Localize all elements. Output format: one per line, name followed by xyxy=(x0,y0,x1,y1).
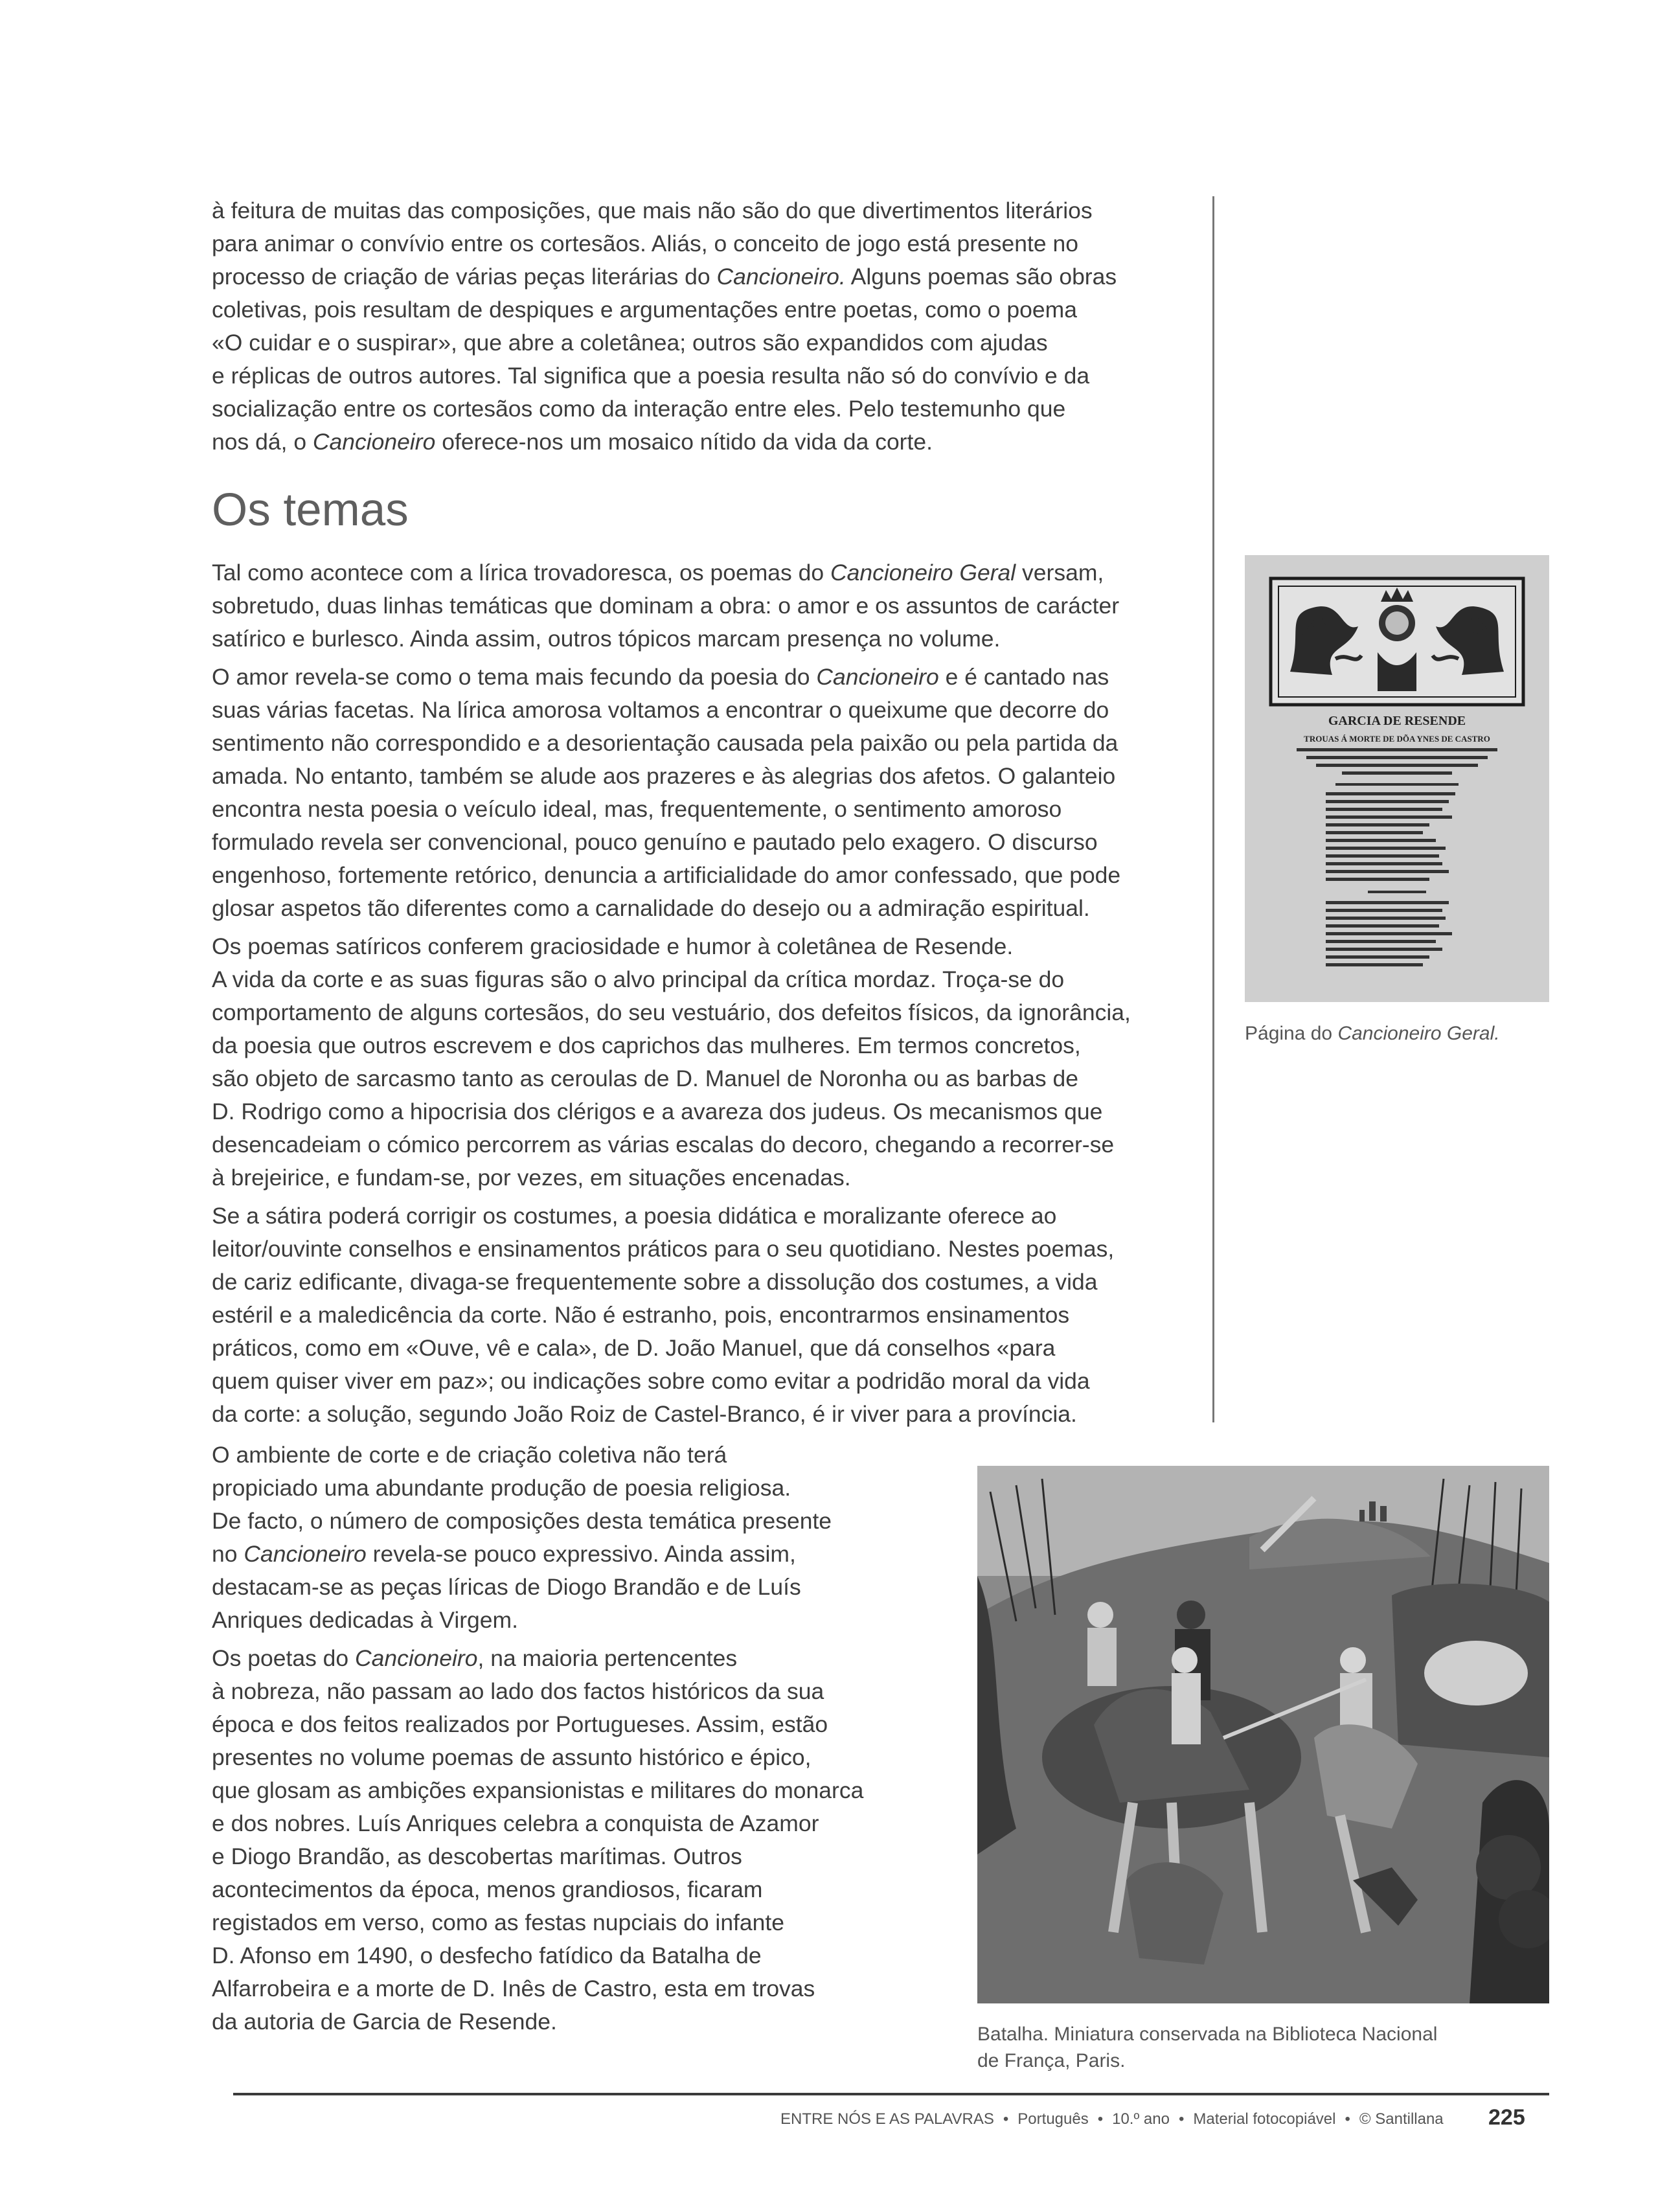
bottom-column xyxy=(212,1439,924,2044)
footer-rule xyxy=(233,2093,1549,2095)
satire-theme-paragraph: Os poemas satíricos conferem graciosidade e humor à coletânea de Resende. A vida da corte e as suas figuras são o alvo principal da crítica mordaz. Troça-se do comportamento de alguns cortesãos, do seu vestuário, dos defeitos físicos, da ignorância, da poesia que outros escrevem e dos caprichos das mulheres. Em termos concretos, são objeto de sarcasmo tanto as ceroulas de D. Manuel de Noronha ou as barbas de D. Rodrigo como a hipocrisia dos clérigos e a avareza dos judeus. Os mecanismos que desencadeiam o cómico percorrem as várias escalas do decoro, chegando a recorrer-se à brejeirice, e fundam-se, por vezes, em situações encenadas. xyxy=(212,933,1131,1191)
footer-material: Material fotocopiável xyxy=(1193,2110,1336,2128)
figure2-caption: Batalha. Miniatura conservada na Biblioteca Nacional de França, Paris. xyxy=(977,2024,1438,2071)
love-theme-paragraph: O amor revela-se como o tema mais fecundo da poesia do Cancioneiro e é cantado nas suas várias facetas. Na lírica amorosa voltamos a encontrar o queixume que decorre do sentimento não correspondido e a desorientação causada pela paixão ou pela partida da amada. No entanto, também se alude aos prazeres e às alegrias dos afetos. O galanteio encontra nesta poesia o veículo ideal, mas, frequentemente, o sentimento amoroso formulado revela ser convencional, pouco genuíno e pautado pelo exagero. O discurso engenhoso, fortemente retórico, denuncia a artificialidade do amor confessado, que pode glosar aspetos tão diferentes como a carnalidade do desejo ou a admiração espiritual. xyxy=(212,664,1121,921)
page-footer: ENTRE NÓS E AS PALAVRAS • Português • 10.º ano • Material fotocopiável • © Santillana xyxy=(780,2110,1444,2128)
text-line: e réplicas de outros autores. Tal significa que a poesia resulta não só do convívio e da xyxy=(212,363,1090,389)
cancioneiro-page-image xyxy=(1245,555,1549,1002)
text-line: à feitura de muitas das composições, que mais não são do que divertimentos literários xyxy=(212,198,1093,223)
cancioneiro-page-illustration xyxy=(1245,555,1549,1002)
battle-miniature-illustration xyxy=(977,1466,1549,2003)
text-line: para animar o convívio entre os cortesãos. Aliás, o conceito de jogo está presente no xyxy=(212,231,1078,257)
section-heading: Os temas xyxy=(212,485,409,536)
column-divider xyxy=(1212,196,1214,1422)
footer-year: 10.º ano xyxy=(1112,2110,1170,2128)
text-line: coletivas, pois resultam de despiques e argumentações entre poetas, como o poema xyxy=(212,297,1077,323)
text-line: socialização entre os cortesãos como da interação entre eles. Pelo testemunho que xyxy=(212,396,1066,422)
footer-copyright: © Santillana xyxy=(1359,2110,1444,2128)
religious-theme-paragraph: O ambiente de corte e de criação coletiva não terá propiciado uma abundante produção de poesia religiosa. De facto, o número de composições desta temática presente no Cancioneiro revela-se pouco expressivo. Ainda assim, destacam-se as peças líricas de Diogo Brandão e de Luís Anriques dedicadas à Virgem. xyxy=(212,1442,832,1633)
figure1-caption: Página do Cancioneiro Geral. xyxy=(1245,1023,1500,1044)
figure-author-text: GARCIA DE RESENDE xyxy=(1328,714,1466,728)
historical-theme-paragraph: Os poetas do Cancioneiro, na maioria pertencentes à nobreza, não passam ao lado dos factos históricos da sua época e dos feitos realizados por Portugueses. Assim, estão presentes no volume poemas de assunto histórico e épico, que glosam as ambições expansionistas e militares do monarca e dos nobres. Luís Anriques celebra a conquista de Azamor e Diogo Brandão, as descobertas marítimas. Outros acontecimentos da época, menos grandiosos, ficaram registados em verso, como as festas nupciais do infante D. Afonso em 1490, o desfecho fatídico da Batalha de Alfarrobeira e a morte de D. Inês de Castro, esta em trovas da autoria de Garcia de Resende. xyxy=(212,1645,864,2035)
footer-subject: Português xyxy=(1017,2110,1089,2128)
intro-themes-paragraph: Tal como acontece com a lírica trovadoresca, os poemas do Cancioneiro Geral versam, sobretudo, duas linhas temáticas que dominam a obra: o amor e os assuntos de carácter satírico e burlesco. Ainda assim, outros tópicos marcam presença no volume. xyxy=(212,560,1120,652)
intro-paragraph xyxy=(212,194,1196,464)
footer-book-title: ENTRE NÓS E AS PALAVRAS xyxy=(780,2110,994,2128)
text-line: «O cuidar e o suspirar», que abre a coletânea; outros são expandidos com ajudas xyxy=(212,330,1048,356)
figure-title-text: TROUAS Á MORTE DE DÕA YNES DE CASTRO xyxy=(1304,734,1490,744)
text-line: processo de criação de várias peças literárias do Cancioneiro. Alguns poemas são obras xyxy=(212,264,1117,290)
didactic-theme-paragraph: Se a sátira poderá corrigir os costumes, a poesia didática e moralizante oferece ao leitor/ouvinte conselhos e ensinamentos práticos para o seu quotidiano. Nestes poemas, de cariz edificante, divaga-se frequentemente sobre a dissolução dos costumes, a vida estéril e a maledicência da corte. Não é estranho, pois, encontrarmos ensinamentos práticos, como em «Ouve, vê e cala», de D. João Manuel, que dá conselhos «para quem quiser viver em paz»; ou indicações sobre como evitar a podridão moral da vida da corte: a solução, segundo João Roiz de Castel-Branco, é ir viver para a província. xyxy=(212,1203,1115,1427)
page-number: 225 xyxy=(1488,2105,1525,2130)
battle-miniature-image xyxy=(977,1466,1549,2003)
themes-column xyxy=(212,556,1196,1436)
text-line: nos dá, o Cancioneiro oferece-nos um mosaico nítido da vida da corte. xyxy=(212,429,933,455)
